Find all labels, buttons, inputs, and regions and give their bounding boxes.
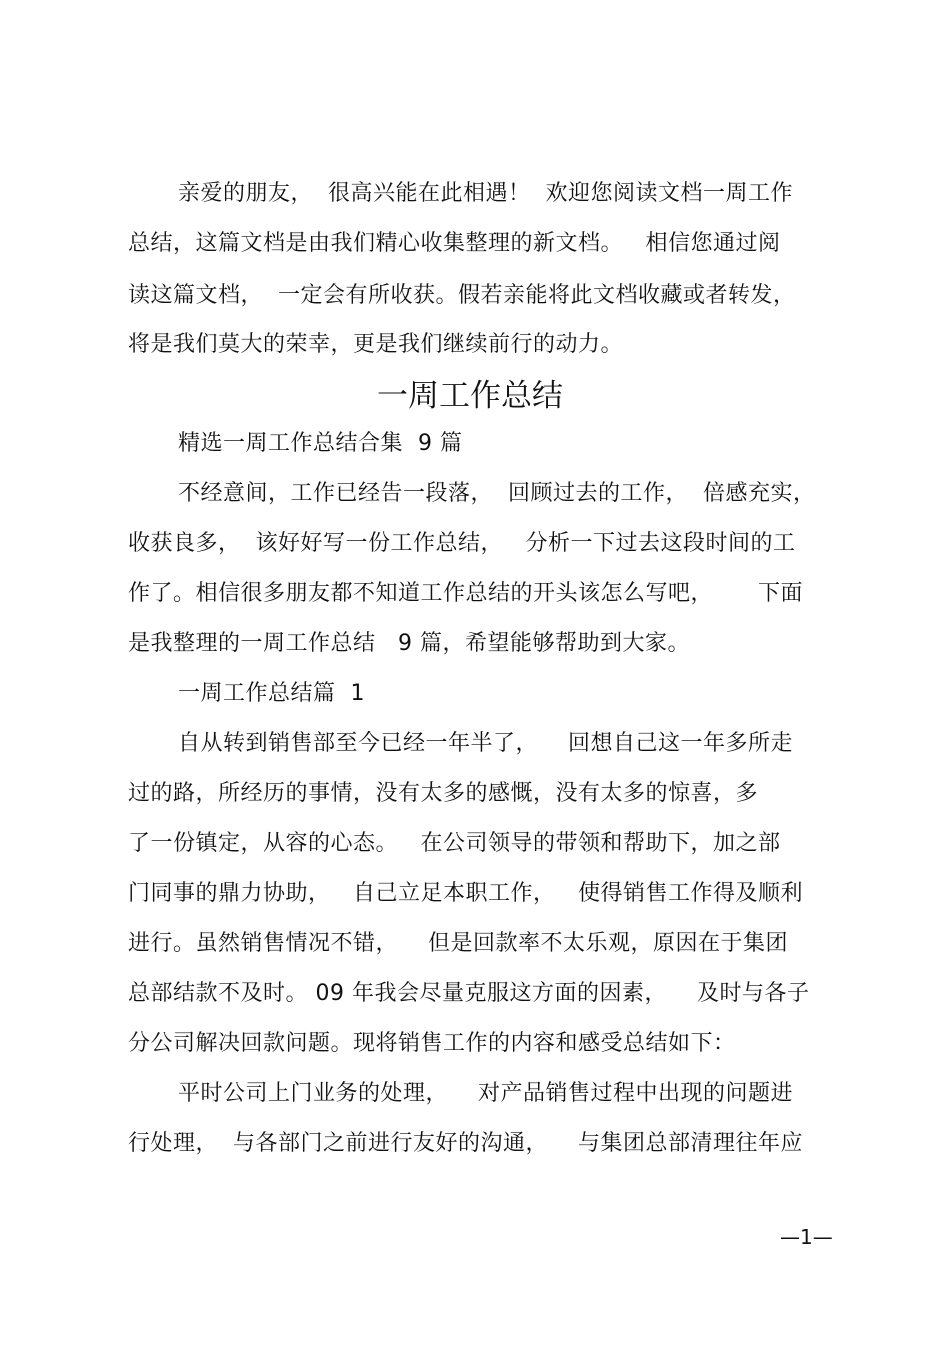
paragraph2-line-5: 进行。虽然销售情况不错， 但是回款率不太乐观，原因在于集团 — [128, 931, 788, 956]
section-heading: 一周工作总结篇 1 — [178, 681, 365, 706]
document-title: 一周工作总结 — [377, 378, 563, 414]
intro-line-2: 总结，这篇文档是由我们精心收集整理的新文档。 相信您通过阅 — [128, 231, 781, 256]
paragraph2-line-1: 自从转到销售部至今已经一年半了， 回想自己这一年多所走 — [178, 731, 793, 756]
paragraph1-line-1: 不经意间，工作已经告一段落， 回顾过去的工作， 倍感充实， — [178, 481, 816, 506]
paragraph1-line-3: 作了。相信很多朋友都不知道工作总结的开头该怎么写吧， 下面 — [128, 581, 803, 606]
intro-line-3: 读这篇文档， 一定会有所收获。假若亲能将此文档收藏或者转发， — [128, 283, 796, 308]
paragraph1-line-4: 是我整理的一周工作总结 9 篇，希望能够帮助到大家。 — [128, 631, 690, 656]
paragraph1-line-2: 收获良多， 该好好写一份工作总结， 分析一下过去这段时间的工 — [128, 531, 796, 556]
paragraph3-line-1: 平时公司上门业务的处理， 对产品销售过程中出现的问题进 — [178, 1081, 793, 1106]
paragraph2-line-3: 了一份镇定，从容的心态。 在公司领导的带领和帮助下，加之部 — [128, 831, 781, 856]
paragraph3-line-2: 行处理， 与各部门之前进行友好的沟通， 与集团总部清理往年应 — [128, 1131, 803, 1156]
paragraph2-line-7: 分公司解决回款问题。现将销售工作的内容和感受总结如下： — [128, 1031, 736, 1056]
paragraph2-line-2: 过的路，所经历的事情，没有太多的感慨，没有太多的惊喜，多 — [128, 781, 759, 806]
paragraph2-line-6: 总部结款不及时。 09 年我会尽量克服这方面的因素， 及时与各子 — [128, 981, 810, 1006]
page-number: —1— — [780, 1225, 833, 1249]
paragraph2-line-4: 门同事的鼎力协助， 自己立足本职工作， 使得销售工作得及顺利 — [128, 881, 803, 906]
document-subtitle: 精选一周工作总结合集 9 篇 — [178, 431, 463, 456]
intro-line-1: 亲爱的朋友， 很高兴能在此相遇！ 欢迎您阅读文档一周工作 — [178, 181, 793, 206]
intro-line-4: 将是我们莫大的荣幸，更是我们继续前行的动力。 — [128, 332, 624, 357]
